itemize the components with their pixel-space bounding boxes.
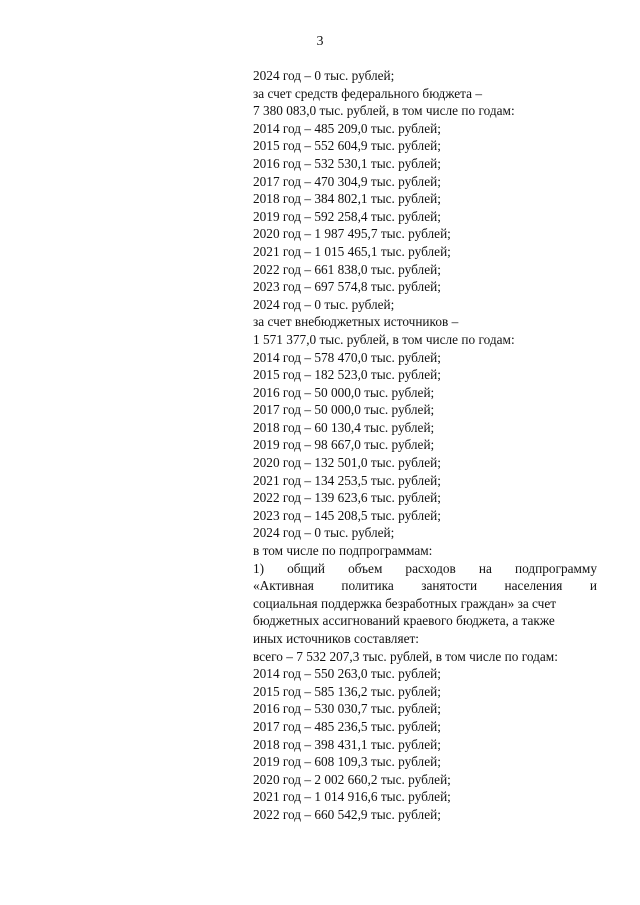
subprogram-paragraph-line: 1) общий объем расходов на подпрограмму: [253, 560, 597, 576]
text-line: 2022 год – 661 838,0 тыс. рублей;: [253, 261, 441, 277]
subprogram-paragraph-line: социальная поддержка безработных граждан» за счет: [253, 595, 557, 611]
text-line: 2023 год – 697 574,8 тыс. рублей;: [253, 279, 441, 295]
text-line: 2016 год – 530 030,7 тыс. рублей;: [253, 701, 441, 717]
text-line: 2018 год – 384 802,1 тыс. рублей;: [253, 191, 441, 207]
text-line: 2019 год – 608 109,3 тыс. рублей;: [253, 754, 441, 770]
text-line: 2017 год – 485 236,5 тыс. рублей;: [253, 718, 441, 734]
subprogram-paragraph-line: иных источников составляет:: [253, 631, 419, 646]
text-line: 2020 год – 132 501,0 тыс. рублей;: [253, 455, 441, 471]
text-line: 2024 год – 0 тыс. рублей;: [253, 525, 395, 541]
text-line: 2014 год – 550 263,0 тыс. рублей;: [253, 666, 441, 682]
text-line: 2018 год – 398 431,1 тыс. рублей;: [253, 736, 441, 752]
text-line: 2023 год – 145 208,5 тыс. рублей;: [253, 507, 441, 523]
text-line: 2014 год – 485 209,0 тыс. рублей;: [253, 120, 441, 136]
text-line: за счет внебюджетных источников –: [253, 314, 459, 330]
text-line: 2022 год – 660 542,9 тыс. рублей;: [253, 806, 441, 822]
text-line: за счет средств федерального бюджета –: [253, 85, 482, 101]
text-line: в том числе по подпрограммам:: [253, 543, 433, 559]
text-line: 2015 год – 182 523,0 тыс. рублей;: [253, 367, 441, 383]
text-line: 2016 год – 50 000,0 тыс. рублей;: [253, 384, 435, 400]
text-line: 2019 год – 592 258,4 тыс. рублей;: [253, 208, 441, 224]
text-line: 7 380 083,0 тыс. рублей, в том числе по годам:: [253, 103, 515, 119]
text-line: 2021 год – 1 014 916,6 тыс. рублей;: [253, 789, 451, 805]
text-line: 2017 год – 50 000,0 тыс. рублей;: [253, 402, 435, 418]
text-line: 2024 год – 0 тыс. рублей;: [253, 68, 395, 83]
subprogram-paragraph-line: «Активная политика занятости населения и: [253, 578, 597, 594]
text-line: 2021 год – 1 015 465,1 тыс. рублей;: [253, 243, 451, 259]
text-line: 2020 год – 1 987 495,7 тыс. рублей;: [253, 226, 451, 242]
text-line: 2015 год – 585 136,2 тыс. рублей;: [253, 683, 441, 699]
text-line: 2022 год – 139 623,6 тыс. рублей;: [253, 490, 441, 506]
text-line: 1 571 377,0 тыс. рублей, в том числе по годам:: [253, 331, 515, 347]
text-line: 2019 год – 98 667,0 тыс. рублей;: [253, 437, 435, 453]
text-line: 2016 год – 532 530,1 тыс. рублей;: [253, 155, 441, 171]
text-line: 2017 год – 470 304,9 тыс. рублей;: [253, 173, 441, 189]
total-line: всего – 7 532 207,3 тыс. рублей, в том числе по годам:: [253, 648, 558, 664]
document-body: [253, 67, 597, 824]
text-line: 2014 год – 578 470,0 тыс. рублей;: [253, 349, 441, 365]
text-line: 2018 год – 60 130,4 тыс. рублей;: [253, 419, 435, 435]
text-line: 2015 год – 552 604,9 тыс. рублей;: [253, 138, 441, 154]
text-line: 2020 год – 2 002 660,2 тыс. рублей;: [253, 771, 451, 787]
page-number: 3: [316, 34, 324, 49]
text-line: 2021 год – 134 253,5 тыс. рублей;: [253, 472, 441, 488]
subprogram-paragraph-line: бюджетных ассигнований краевого бюджета, а также: [253, 613, 555, 629]
text-line: 2024 год – 0 тыс. рублей;: [253, 296, 395, 312]
